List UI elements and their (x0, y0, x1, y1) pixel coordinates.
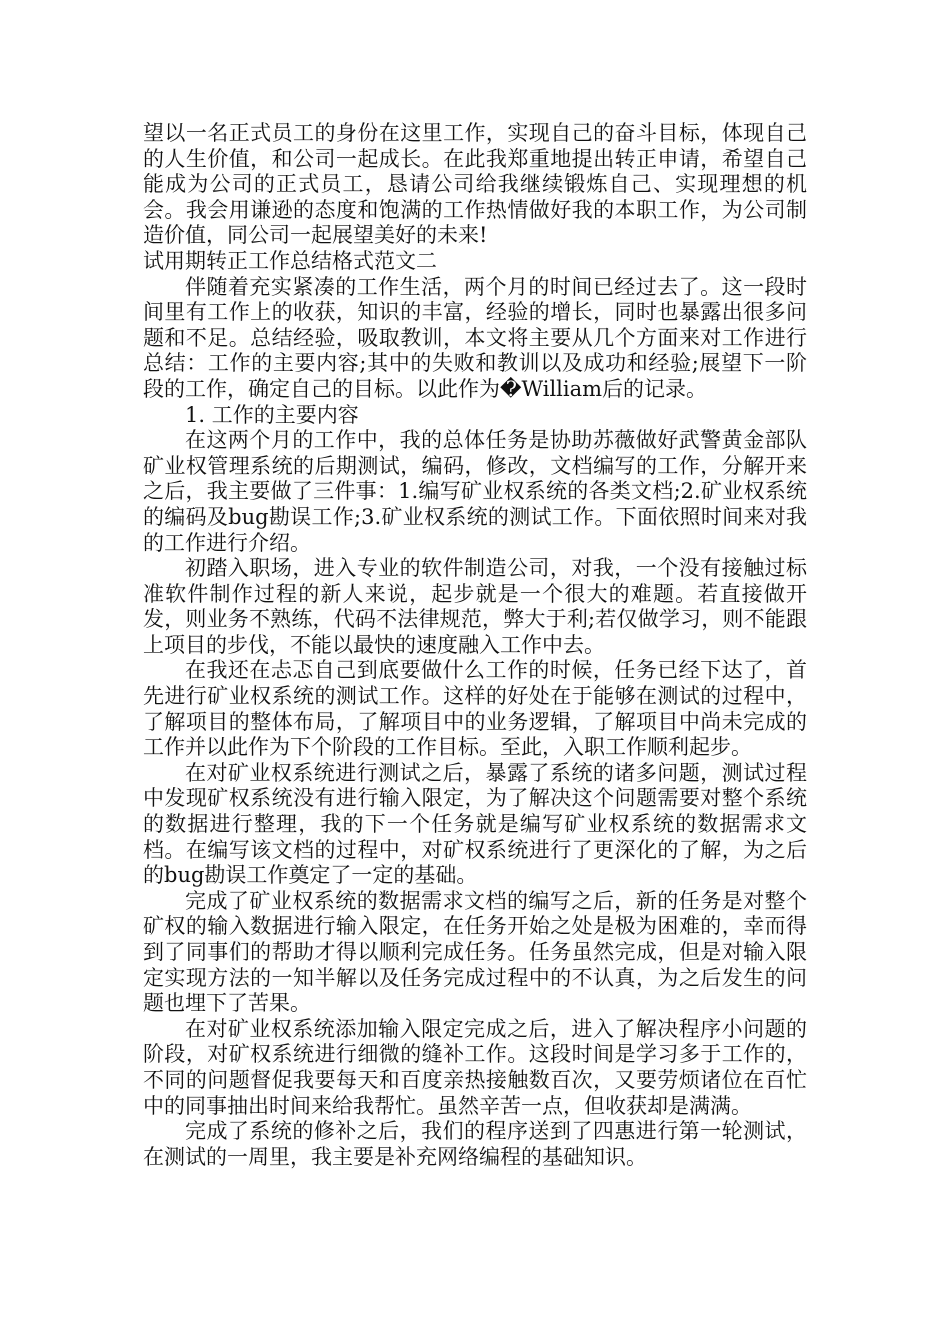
document-page (143, 121, 807, 1170)
subsection-heading: 1. 工作的主要内容 (185, 402, 359, 427)
section-title: 试用期转正工作总结格式范文二 (143, 248, 437, 273)
paragraph-tasks: 在这两个月的工作中，我的总体任务是协助苏薇做好武警黄金部队矿业权管理系统的后期测试，编码，修改，文档编写的工作，分解开来之后，我主要做了三件事：1.编写矿业权系统的各类文档;2.矿业权系统的编码及bug勘误工作;3.矿业权系统的测试工作。下面依照时间来对我的工作进行介绍。 (143, 428, 807, 555)
paragraph-testing: 在我还在忐忑自己到底要做什么工作的时候，任务已经下达了，首先进行矿业权系统的测试工作。这样的好处在于能够在测试的过程中，了解项目的整体布局，了解项目中的业务逻辑，了解项目中尚未完成的工作并以此作为下个阶段的工作目标。至此，入职工作顺利起步。 (143, 658, 807, 760)
paragraph-continuation: 望以一名正式员工的身份在这里工作，实现自己的奋斗目标，体现自己的人生价值，和公司一起成长。在此我郑重地提出转正申请，希望自己能成为公司的正式员工，恳请公司给我继续锻炼自己、实现理想的机会。我会用谦逊的态度和饱满的工作热情做好我的本职工作，为公司制造价值，同公司一起展望美好的未来! (143, 121, 807, 248)
paragraph-first-round-test: 完成了系统的修补之后，我们的程序送到了四惠进行第一轮测试，在测试的一周里，我主要是补充网络编程的基础知识。 (143, 1119, 807, 1169)
paragraph-intro: 伴随着充实紧凑的工作生活，两个月的时间已经过去了。这一段时间里有工作上的收获，知识的丰富，经验的增长，同时也暴露出很多问题和不足。总结经验，吸取教训，本文将主要从几个方面来对工作进行总结：工作的主要内容;其中的失败和教训以及成功和经验;展望下一阶段的工作，确定自己的目标。以此作为�William后的记录。 (143, 274, 807, 401)
paragraph-data-doc: 在对矿业权系统进行测试之后，暴露了系统的诸多问题，测试过程中发现矿权系统没有进行输入限定，为了解决这个问题需要对整个系统的数据进行整理，我的下一个任务就是编写矿业权系统的数据需求文档。在编写该文档的过程中，对矿权系统进行了更深化的了解，为之后的bug勘误工作奠定了一定的基础。 (143, 760, 807, 888)
paragraph-input-limits: 完成了矿业权系统的数据需求文档的编写之后，新的任务是对整个矿权的输入数据进行输入限定，在任务开始之处是极为困难的，幸而得到了同事们的帮助才得以顺利完成任务。任务虽然完成，但是对输入限定实现方法的一知半解以及任务完成过程中的不认真，为之后发生的问题也埋下了苦果。 (143, 888, 807, 1016)
paragraph-first-steps: 初踏入职场，进入专业的软件制造公司，对我，一个没有接触过标准软件制作过程的新人来说，起步就是一个很大的难题。若直接做开发，则业务不熟练，代码不法律规范，弊大于利;若仅做学习，则不能跟上项目的步伐，不能以最快的速度融入工作中去。 (143, 556, 807, 657)
paragraph-bug-fixing: 在对矿业权系统添加输入限定完成之后，进入了解决程序小问题的阶段，对矿权系统进行细微的缝补工作。这段时间是学习多于工作的，不同的问题督促我要每天和百度亲热接触数百次，又要劳烦诸位在百忙中的同事抽出时间来给我帮忙。虽然辛苦一点，但收获却是满满。 (143, 1016, 807, 1118)
